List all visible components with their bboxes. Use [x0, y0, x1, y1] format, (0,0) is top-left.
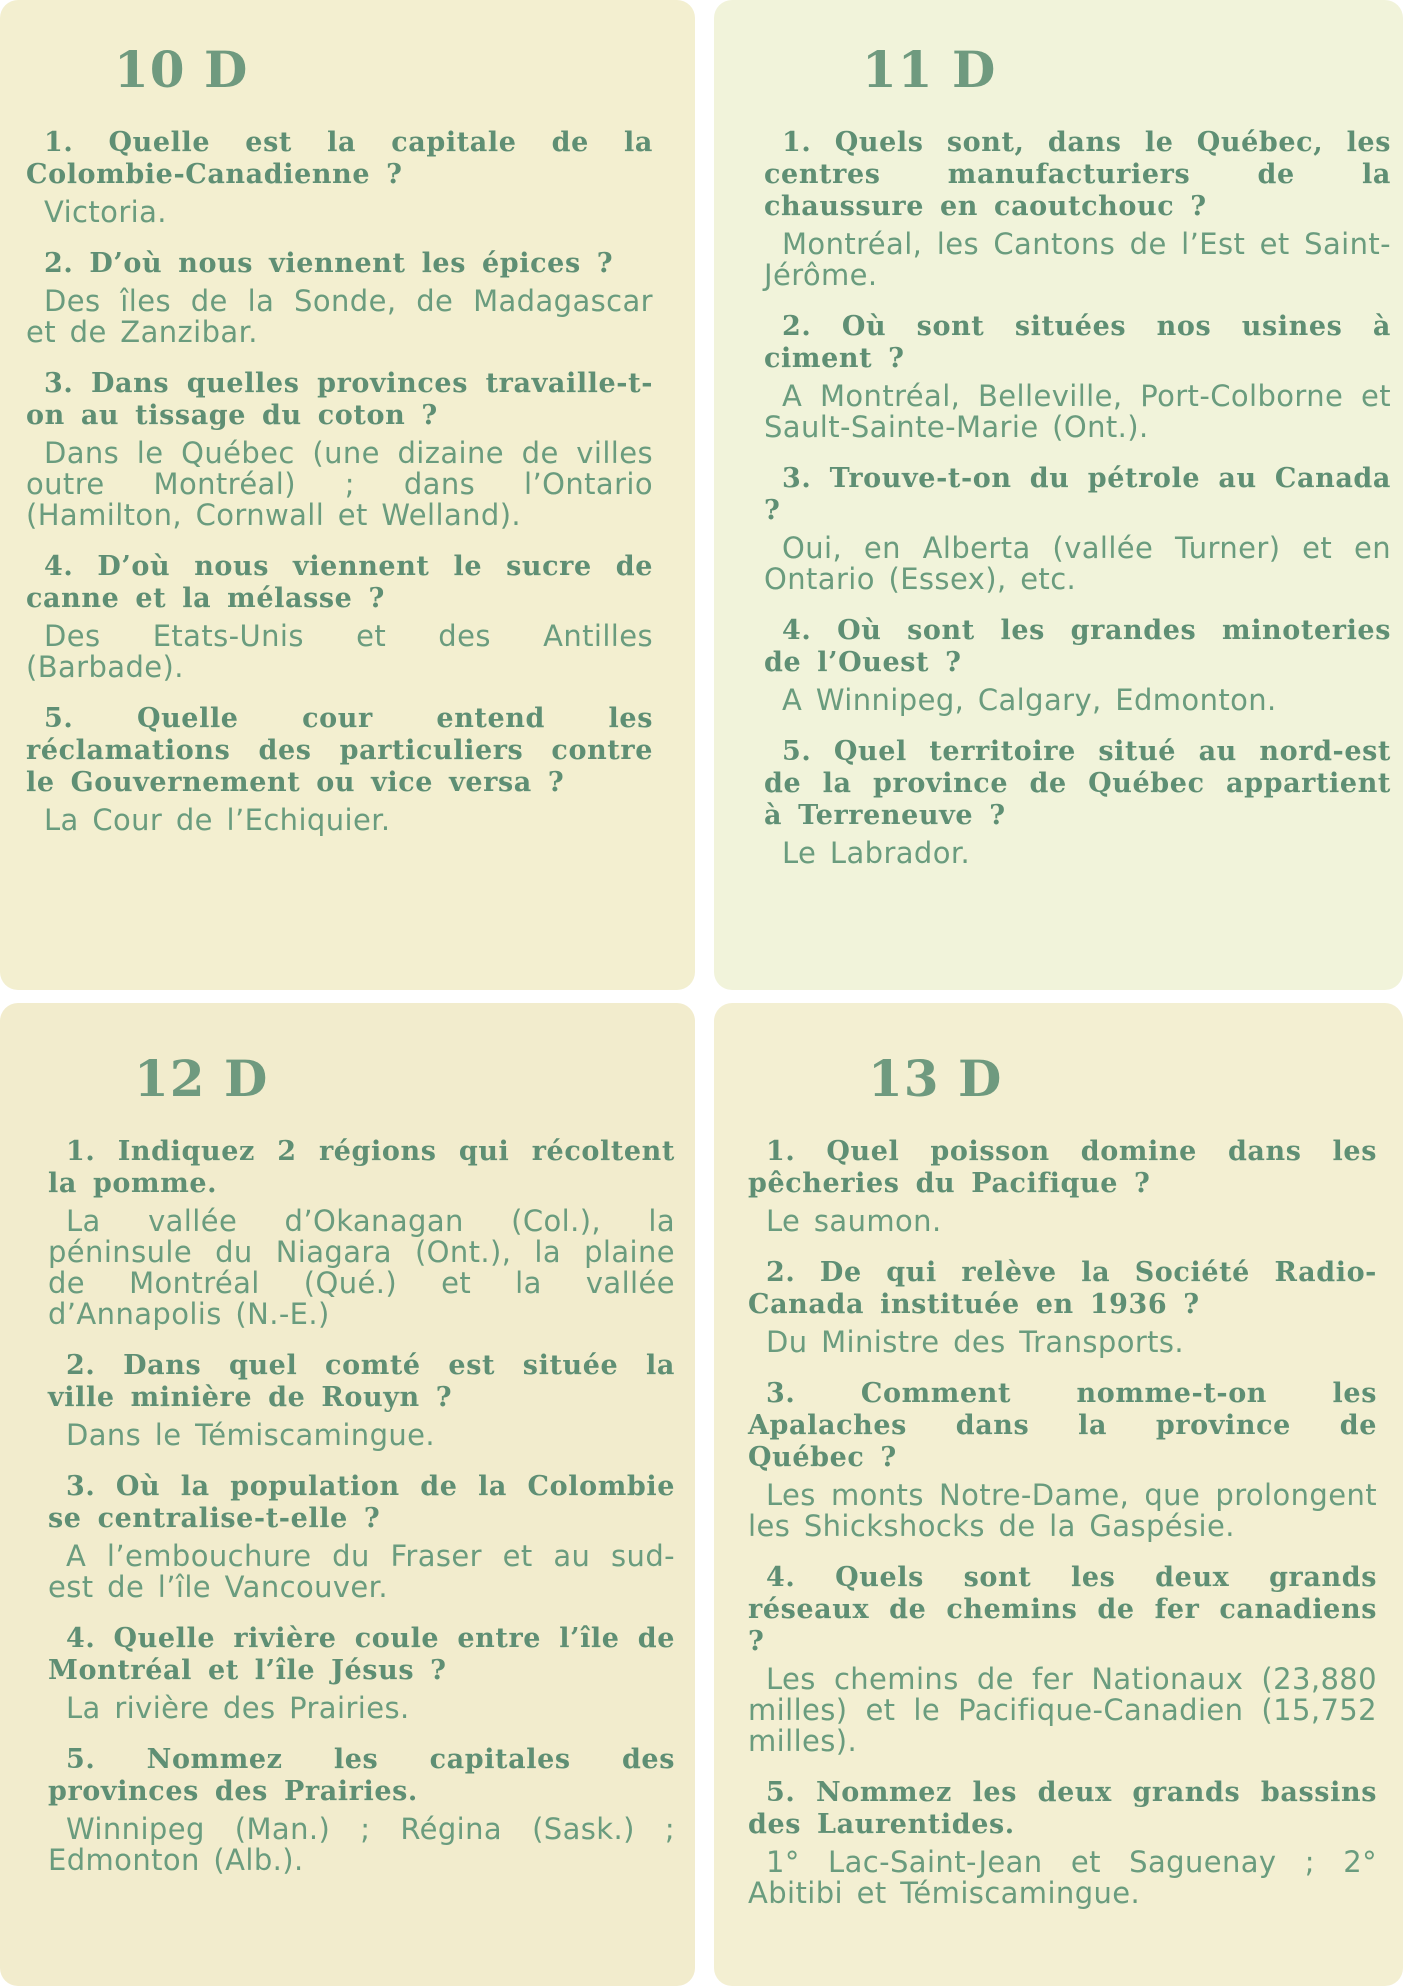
question-text: 5. Quelle cour entend les réclamations des particuliers contre le Gouvernement ou vice versa ? — [26, 703, 653, 798]
question-text: 2. D’où nous viennent les épices ? — [44, 248, 614, 279]
qa-item — [48, 1350, 675, 1451]
qa-item — [26, 248, 653, 348]
question-text: 1. Quels sont, dans le Québec, les centres manufacturiers de la chaussure en caoutchouc ? — [764, 127, 1391, 222]
quiz-card-13d — [714, 1003, 1403, 1986]
question-text: 4. D’où nous viennent le sucre de canne et la mélasse ? — [26, 551, 653, 614]
question-text: 4. Quels sont les deux grands réseaux de chemins de fer canadiens ? — [748, 1562, 1377, 1657]
qa-item — [748, 1562, 1377, 1757]
answer-text: Les monts Notre-Dame, que prolongent les Shickshocks de la Gaspésie. — [748, 1478, 1377, 1543]
qa-item — [26, 551, 653, 683]
qa-item — [764, 463, 1391, 595]
answer-text: Dans le Témiscamingue. — [66, 1418, 436, 1452]
answer-text: A Winnipeg, Calgary, Edmonton. — [782, 683, 1277, 717]
qa-item — [764, 736, 1391, 869]
question-text: 3. Où la population de la Colombie se centralise-t-elle ? — [48, 1471, 675, 1534]
card-content — [26, 42, 653, 856]
answer-text: Des îles de la Sonde, de Madagascar et de Zanzibar. — [26, 284, 653, 349]
card-title: 11 D — [862, 40, 997, 99]
answer-text: Les chemins de fer Nationaux (23,880 milles) et le Pacifique-Canadien (15,752 milles). — [748, 1662, 1377, 1758]
qa-item — [764, 615, 1391, 716]
question-text: 5. Nommez les capitales des provinces des Prairies. — [48, 1744, 675, 1807]
answer-text: Dans le Québec (une dizaine de villes outre Montréal) ; dans l’Ontario (Hamilton, Cornwall et Welland). — [26, 436, 653, 532]
quiz-card-12d — [0, 1003, 695, 1986]
card-title: 10 D — [114, 40, 249, 99]
answer-text: La vallée d’Okanagan (Col.), la péninsule du Niagara (Ont.), la plaine de Montréal (Qué.) et la vallée d’Annapolis (N.-E.) — [48, 1204, 675, 1331]
qa-item — [748, 1257, 1377, 1358]
question-text: 5. Nommez les deux grands bassins des Laurentides. — [748, 1777, 1377, 1840]
card-title: 12 D — [134, 1049, 269, 1108]
question-text: 1. Indiquez 2 régions qui récoltent la pomme. — [48, 1136, 675, 1199]
qa-item — [764, 311, 1391, 443]
card-content — [748, 1051, 1377, 1929]
question-text: 4. Quelle rivière coule entre l’île de Montréal et l’île Jésus ? — [48, 1623, 675, 1686]
qa-item — [26, 368, 653, 531]
question-text: 2. Où sont situées nos usines à ciment ? — [764, 311, 1391, 374]
question-text: 1. Quel poisson domine dans les pêcheries du Pacifique ? — [748, 1136, 1377, 1199]
answer-text: Le saumon. — [766, 1204, 942, 1238]
answer-text: Winnipeg (Man.) ; Régina (Sask.) ; Edmonton (Alb.). — [48, 1812, 675, 1877]
answer-text: Montréal, les Cantons de l’Est et Saint-Jérôme. — [764, 227, 1391, 292]
answer-text: A Montréal, Belleville, Port-Colborne et Sault-Sainte-Marie (Ont.). — [764, 379, 1391, 444]
qa-item — [748, 1378, 1377, 1542]
card-content — [48, 1051, 675, 1896]
answer-text: La Cour de l’Echiquier. — [44, 803, 391, 837]
answer-text: Oui, en Alberta (vallée Turner) et en Ontario (Essex), etc. — [764, 531, 1391, 596]
quiz-card-11d — [714, 0, 1403, 990]
qa-item — [748, 1777, 1377, 1909]
qa-item — [48, 1744, 675, 1876]
answer-text: A l’embouchure du Fraser et au sud-est de l’île Vancouver. — [48, 1539, 675, 1604]
answer-text: Des Etats-Unis et des Antilles (Barbade). — [26, 619, 653, 684]
answer-text: Le Labrador. — [782, 836, 971, 870]
qa-item — [26, 127, 653, 228]
answer-text: 1° Lac-Saint-Jean et Saguenay ; 2° Abitibi et Témiscamingue. — [748, 1845, 1377, 1910]
qa-item — [764, 127, 1391, 291]
question-text: 2. De qui relève la Société Radio-Canada instituée en 1936 ? — [748, 1257, 1377, 1320]
qa-item — [48, 1471, 675, 1603]
answer-text: Victoria. — [44, 195, 167, 229]
question-text: 3. Dans quelles provinces travaille-t-on au tissage du coton ? — [26, 368, 653, 431]
question-text: 1. Quelle est la capitale de la Colombie-Canadienne ? — [26, 127, 653, 190]
question-text: 3. Trouve-t-on du pétrole au Canada ? — [764, 463, 1391, 526]
qa-item — [48, 1623, 675, 1724]
answer-text: Du Ministre des Transports. — [766, 1325, 1185, 1359]
quiz-card-10d — [0, 0, 695, 990]
card-title: 13 D — [868, 1049, 1003, 1108]
question-text: 5. Quel territoire situé au nord-est de la province de Québec appartient à Terreneuve ? — [764, 736, 1391, 831]
qa-item — [26, 703, 653, 836]
qa-item — [748, 1136, 1377, 1237]
question-text: 2. Dans quel comté est située la ville minière de Rouyn ? — [48, 1350, 675, 1413]
question-text: 3. Comment nomme-t-on les Apalaches dans la province de Québec ? — [748, 1378, 1377, 1473]
answer-text: La rivière des Prairies. — [66, 1691, 410, 1725]
question-text: 4. Où sont les grandes minoteries de l’Ouest ? — [764, 615, 1391, 678]
card-content — [764, 42, 1391, 889]
qa-item — [48, 1136, 675, 1330]
